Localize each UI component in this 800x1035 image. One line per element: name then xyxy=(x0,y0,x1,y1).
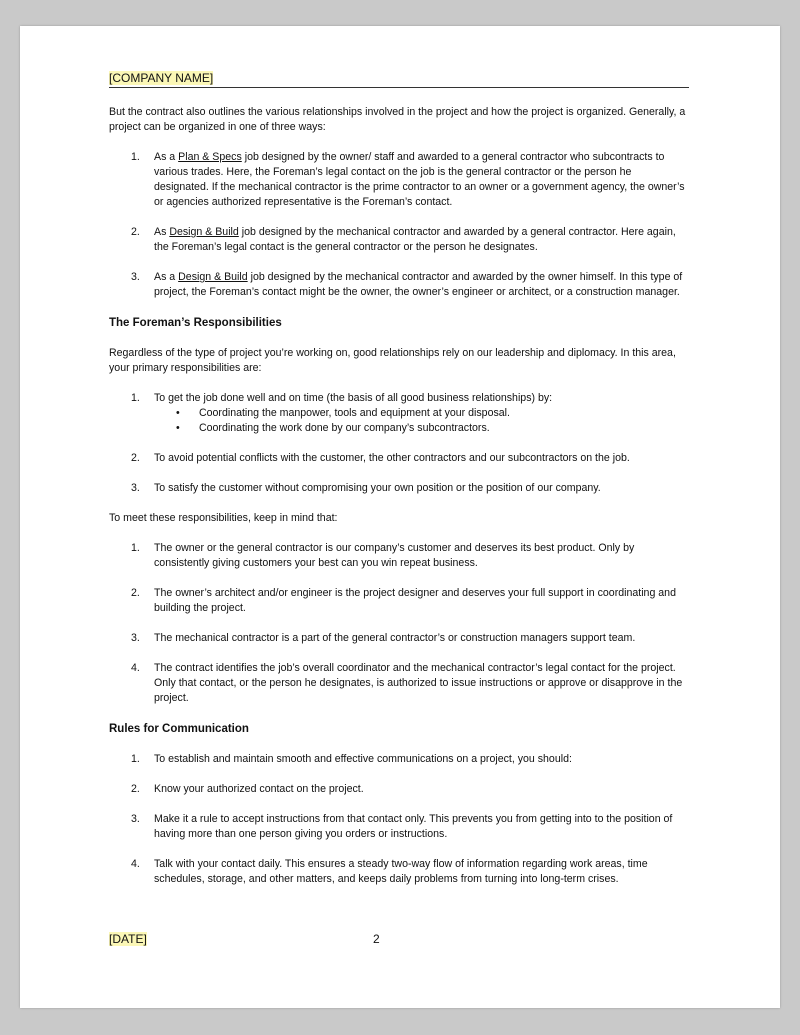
list-item: 4. Talk with your contact daily. This ensures a steady two-way flow of information regarding work areas, time schedules, storage, and other matters, and keeps daily problems from turning into long-term crises. xyxy=(131,858,648,885)
communication-list xyxy=(109,752,689,887)
responsibilities-intro: Regardless of the type of project you’re working on, good relationships rely on our leadership and diplomacy. In this area, your primary responsibilities are: xyxy=(109,347,676,374)
list-item: 2. To avoid potential conflicts with the customer, the other contractors and our subcontractors on the job. xyxy=(131,452,630,464)
list-item: 1. The owner or the general contractor is our company’s customer and deserves its best product. Only by consistently giving customers your best can you win repeat business. xyxy=(131,542,635,569)
list-item: 2. Know your authorized contact on the project. xyxy=(131,783,364,795)
page-number: 2 xyxy=(373,932,380,946)
list-item: 3. As a Design & Build job designed by the mechanical contractor and awarded by the owner himself. In this type of project, the Foreman’s contact might be the owner, the owner’s engineer or architect, or a construction manager. xyxy=(131,271,683,298)
company-name-field: [COMPANY NAME] xyxy=(109,71,214,85)
date-field: [DATE] xyxy=(109,932,147,946)
bullet-icon: • xyxy=(176,407,180,419)
bullet-item: • Coordinating the work done by our company’s subcontractors. xyxy=(176,422,490,434)
bullet-icon: • xyxy=(176,422,180,434)
list-item: 3. To satisfy the customer without compromising your own position or the position of our company. xyxy=(131,482,601,494)
organization-list xyxy=(109,150,689,300)
design-build-term: Design & Build xyxy=(178,271,248,283)
page-header xyxy=(109,70,689,88)
list-item: 2. As Design & Build job designed by the mechanical contractor and awarded by a general contractor. Here again, the Foreman’s legal contact is the general contractor or the person he designates. xyxy=(131,226,676,253)
list-item: 1. To establish and maintain smooth and effective communications on a project, you should: xyxy=(131,753,572,765)
section-heading-communication: Rules for Communication xyxy=(109,723,249,735)
list-item: 2. The owner’s architect and/or engineer is the project designer and deserves your full support in coordinating and building the project. xyxy=(131,587,676,614)
list-item: 3. The mechanical contractor is a part of the general contractor’s or construction managers support team. xyxy=(131,632,636,644)
page-footer xyxy=(109,931,689,947)
document-page xyxy=(20,26,780,1008)
mind-intro: To meet these responsibilities, keep in mind that: xyxy=(109,512,338,524)
mind-list xyxy=(109,541,689,706)
bullet-item: • Coordinating the manpower, tools and equipment at your disposal. xyxy=(176,407,510,419)
list-item: 1. As a Plan & Specs job designed by the owner/ staff and awarded to a general contractor who subcontracts to various trades. Here, the Foreman’s legal contact on the job is the general contractor or the person he designated. If the mechanical contractor is the prime contractor to an owner or a government agency, the owner’s or agencies authorized representative is the Foreman’s contact. xyxy=(131,151,685,208)
responsibilities-list xyxy=(109,391,689,496)
design-build-term: Design & Build xyxy=(169,226,239,238)
bullet-list xyxy=(154,406,689,436)
plan-specs-term: Plan & Specs xyxy=(178,151,242,163)
list-item: 4. The contract identifies the job’s overall coordinator and the mechanical contractor’s legal contact for the project. Only that contact, or the person he designates, is authorized to issue instructions or approve or disapprove in the project. xyxy=(131,662,683,704)
section-heading-responsibilities: The Foreman’s Responsibilities xyxy=(109,317,282,329)
page-content xyxy=(109,70,689,887)
list-item: 3. Make it a rule to accept instructions from that contact only. This prevents you from getting into to the position of having more than one person giving you orders or instructions. xyxy=(131,813,673,840)
list-item: 1. To get the job done well and on time (the basis of all good business relationships) by: • Coordinating the manpower, tools and equipment at your disposal. • Coordinating the work done by our company’s subcontractors. xyxy=(109,391,689,436)
intro-paragraph: But the contract also outlines the various relationships involved in the project and how the project is organized. Generally, a project can be organized in one of three ways: xyxy=(109,106,686,133)
